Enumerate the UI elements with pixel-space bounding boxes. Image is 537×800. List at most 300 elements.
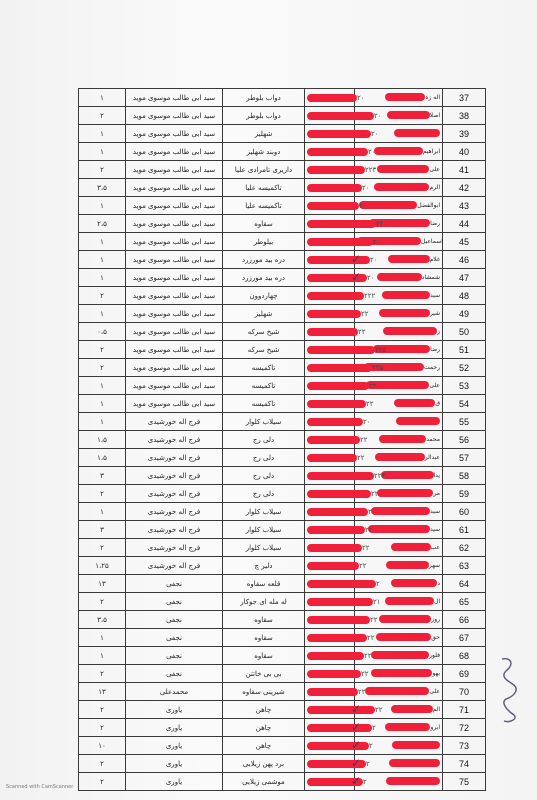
name-cell [351,701,443,719]
amount-cell: ۳ [79,521,126,539]
responsible-cell: یاوری [126,737,223,755]
amount-cell: ۱ [79,503,126,521]
redaction-bar [307,166,365,174]
table-row [79,755,486,773]
bracket-mark-icon [494,655,524,725]
name-cell [351,737,443,755]
responsible-cell: سید ابی طالب موسوی موید [126,161,223,179]
table-row [79,215,486,233]
redaction-bar [307,472,374,480]
village-cell: دره بید مورزرد [223,251,305,269]
row-number-cell: 64 [443,575,486,593]
code-cell [305,773,367,791]
responsible-cell: سید ابی طالب موسوی موید [126,89,223,107]
code-cell [305,485,379,503]
redaction-bar [387,111,430,119]
amount-cell: ۱ [79,143,126,161]
village-cell: سقاوه [223,611,305,629]
row-number-cell: 57 [443,449,486,467]
village-cell: تاکمیسه [223,395,305,413]
responsible-cell: یاوری [126,701,223,719]
code-cell [305,287,376,305]
amount-cell: ۳،۵ [79,611,126,629]
redaction-bar [307,580,376,588]
redaction-bar [307,400,366,408]
redaction-bar [359,201,417,209]
name-text: الرم [429,184,440,191]
code-cell [305,683,366,701]
table-row [79,413,486,431]
name-cell [355,323,443,341]
name-text: عبدالر [424,454,440,461]
redaction-bar [371,651,429,659]
table-row [79,449,486,467]
code-cell [305,593,381,611]
code-cell [305,107,382,125]
footer-watermark: Scanned with CamScanner [6,784,74,790]
redaction-bar [375,453,425,461]
row-number-cell: 43 [443,197,486,215]
table-row [79,773,486,791]
code-text: ۲۰ [371,129,379,138]
name-text: رضا [430,220,440,227]
code-text: ۲۱ [373,597,381,606]
name-cell [351,755,443,773]
table-row [79,539,486,557]
code-text: ۲۲۵ [372,363,384,372]
redaction-bar [307,94,357,102]
table-row [79,287,486,305]
code-text: ۲۰ [368,507,376,516]
row-number-cell: 40 [443,143,486,161]
responsible-cell: یاوری [126,719,223,737]
table-row [79,269,486,287]
table-row [79,197,486,215]
redaction-bar [307,454,357,462]
redaction-bar [307,490,371,498]
code-cell [305,395,374,413]
table-body [79,89,486,791]
code-cell [305,161,377,179]
amount-cell: ۰،۵ [79,323,126,341]
name-text: حق [431,634,440,641]
amount-cell: ۱ [79,251,126,269]
village-cell: دلی رج [223,485,305,503]
redaction-bar [307,220,376,228]
name-text: علی [429,382,440,389]
responsible-cell: یاوری [126,755,223,773]
code-text: ۲۲ [364,651,372,660]
village-cell: سیلاب کلوار [223,503,305,521]
redaction-bar [382,291,430,299]
redaction-bar [374,147,423,155]
redaction-bar [307,346,375,354]
responsible-cell: نجفی [126,665,223,683]
code-cell [305,647,372,665]
name-text: سید [430,526,440,533]
code-text: ۲۲۲ [364,291,376,300]
redaction-bar [386,561,429,569]
row-number-cell: 71 [443,701,486,719]
code-text: ۲۰ [362,183,370,192]
name-text: اصلا [429,112,440,119]
responsible-cell: نجفی [126,611,223,629]
amount-cell: ۲ [79,359,126,377]
responsible-cell: فرج اله خورشیدی [126,449,223,467]
row-number-cell: 69 [443,665,486,683]
responsible-cell: سید ابی طالب موسوی موید [126,143,223,161]
redaction-bar [307,652,364,660]
code-cell [305,233,381,251]
name-cell [355,449,443,467]
table-row [79,683,486,701]
responsible-cell: فرج اله خورشیدی [126,485,223,503]
table-row [79,665,486,683]
name-text: اله زه [425,94,440,101]
amount-cell: ۲ [79,719,126,737]
redaction-bar [307,634,367,642]
village-cell: داریری تامرادی علیا [223,161,305,179]
code-text: ۲۲ [365,525,373,534]
code-cell [305,341,387,359]
responsible-cell: نجفی [126,593,223,611]
amount-cell: ۱ [79,269,126,287]
code-cell [305,251,378,269]
redaction-bar [396,417,440,425]
amount-cell: ۱ [79,395,126,413]
code-cell [305,305,369,323]
code-cell [305,629,375,647]
table-row [79,593,486,611]
amount-cell: ۲ [79,341,126,359]
redaction-bar [383,327,437,335]
name-cell [351,773,443,791]
village-cell: سقاوه [223,647,305,665]
amount-cell: ۲ [79,107,126,125]
row-number-cell: 44 [443,215,486,233]
amount-cell: ۲ [79,593,126,611]
row-number-cell: 60 [443,503,486,521]
row-number-cell: 56 [443,431,486,449]
amount-cell: ۲ [79,755,126,773]
responsible-cell: یاوری [126,773,223,791]
village-cell: دلیر چ [223,557,305,575]
amount-cell: ۲ [79,701,126,719]
amount-cell: ۲ [79,287,126,305]
redaction-bar [385,723,430,731]
redaction-bar [307,670,361,678]
redaction-bar [379,309,430,317]
row-number-cell: 68 [443,647,486,665]
code-cell [305,503,376,521]
table-row [79,647,486,665]
name-text: بهو [432,670,440,677]
amount-cell: ۲ [79,665,126,683]
code-text: ۲۲۵ [375,345,387,354]
responsible-cell: فرج اله خورشیدی [126,503,223,521]
redaction-bar [307,382,369,390]
village-cell: چهاردوون [223,287,305,305]
redaction-bar [386,777,440,785]
redaction-bar [307,616,370,624]
code-text: ۲۰ [368,147,376,156]
row-number-cell: 72 [443,719,486,737]
row-number-cell: 75 [443,773,486,791]
code-text: ۲۲ [360,435,368,444]
village-cell: سقاوه [223,629,305,647]
amount-cell: ۱ [79,305,126,323]
redaction-bar [307,202,359,210]
name-text: مر [433,490,440,497]
amount-cell: ۱ [79,89,126,107]
row-number-cell: 63 [443,557,486,575]
village-cell: سیلاب کلوار [223,521,305,539]
responsible-cell: سید ابی طالب موسوی موید [126,287,223,305]
redaction-bar [307,544,362,552]
code-text: ۲۰ [357,93,365,102]
name-text: سید [430,292,440,299]
table-row [79,323,486,341]
code-text: ۲۲۰ [376,219,388,228]
check-mark-icon: ✓ [351,774,362,788]
code-cell [305,467,386,485]
row-number-cell: 37 [443,89,486,107]
row-number-cell: 59 [443,485,486,503]
name-text: ق [435,400,440,407]
name-cell [355,197,443,215]
code-text: ۲۰ [367,273,375,282]
responsible-cell: سید ابی طالب موسوی موید [126,395,223,413]
responsible-cell: فرج اله خورشیدی [126,431,223,449]
redaction-bar [389,759,440,767]
code-cell [305,737,373,755]
redaction-bar [307,310,361,318]
redaction-bar [307,598,373,606]
name-text: سهر [428,562,440,569]
name-text: عب [430,544,440,551]
amount-cell: ۱ [79,377,126,395]
redaction-bar [368,525,430,533]
code-text: ۲۲ [371,489,379,498]
table-row [79,179,486,197]
village-cell: دلی رج [223,467,305,485]
code-text: ۲۲۳ [365,165,377,174]
village-cell: دواب بلوطر [223,89,305,107]
name-cell [355,557,443,575]
table-row [79,485,486,503]
row-number-cell: 38 [443,107,486,125]
table-row [79,629,486,647]
name-text: اسماعیل [421,238,443,245]
code-text: ۲۰ [374,111,382,120]
name-text: محمد [426,436,440,443]
village-cell: تاکمیسه [223,359,305,377]
amount-cell: ۱ [79,413,126,431]
check-mark-icon: ✓ [351,270,362,284]
name-cell [351,251,443,269]
check-mark-icon: ✓ [351,738,362,752]
name-text: فلور [429,652,440,659]
code-text: ۲۰ [370,255,378,264]
redaction-bar [391,543,431,551]
responsible-cell: محمدعلی [126,683,223,701]
row-number-cell: 55 [443,413,486,431]
name-text: شیر [429,310,440,317]
row-number-cell: 39 [443,125,486,143]
row-number-cell: 53 [443,377,486,395]
redaction-bar [379,435,426,443]
code-text: ۲۲ [359,561,367,570]
village-cell: شیخ سرکه [223,341,305,359]
amount-cell: ۱ [79,125,126,143]
responsible-cell: سید ابی طالب موسوی موید [126,359,223,377]
village-cell: سیلاب کلوار [223,539,305,557]
responsible-cell: سید ابی طالب موسوی موید [126,305,223,323]
code-text: ۲ [372,723,376,732]
responsible-cell: نجفی [126,647,223,665]
table-row [79,503,486,521]
code-cell [305,665,369,683]
village-cell: شیخ سرکه [223,323,305,341]
code-text: ۲۲ [375,705,383,714]
check-mark-icon: ✓ [351,702,362,716]
amount-cell: ۲ [79,485,126,503]
name-text: ال [433,598,440,605]
responsible-cell: سید ابی طالب موسوی موید [126,179,223,197]
row-number-cell: 54 [443,395,486,413]
code-cell [305,701,383,719]
responsible-cell: سید ابی طالب موسوی موید [126,215,223,233]
village-cell: قلعه سقاوه [223,575,305,593]
amount-cell: ۱۳ [79,575,126,593]
table-row [79,737,486,755]
table-row [79,701,486,719]
code-text: ۲ [369,741,373,750]
records-table [78,88,486,791]
village-cell: دلی رج [223,449,305,467]
amount-cell: ۲ [79,161,126,179]
redaction-bar [392,741,440,749]
amount-cell: ۲،۵ [79,215,126,233]
code-cell [305,197,367,215]
code-text: ۲۰ [359,201,367,210]
responsible-cell: سید ابی طالب موسوی موید [126,197,223,215]
code-cell [305,611,378,629]
redaction-bar [379,615,431,623]
row-number-cell: 47 [443,269,486,287]
row-number-cell: 48 [443,287,486,305]
code-text: ۲ [366,759,370,768]
village-cell: چاهن [223,737,305,755]
responsible-cell: فرج اله خورشیدی [126,467,223,485]
name-cell [355,89,443,107]
redaction-bar [391,705,433,713]
redaction-bar [307,238,373,246]
code-text: ۲۲ [367,633,375,642]
redaction-bar [391,579,437,587]
redaction-bar [307,328,358,336]
table-row [79,107,486,125]
code-text: ۲۲ [369,381,377,390]
village-cell: له مله ای جوکار [223,593,305,611]
name-text: روز [431,616,440,623]
redaction-bar [385,93,425,101]
village-cell: تاکمیسه علیا [223,197,305,215]
responsible-cell: فرج اله خورشیدی [126,557,223,575]
code-cell [305,557,367,575]
name-cell [351,719,443,737]
code-text: ۲۲ [357,453,365,462]
check-mark-icon: ✓ [351,720,362,734]
code-text: ۲۰ [373,237,381,246]
village-cell: شهلیز [223,305,305,323]
code-text: ۲۲ [366,399,374,408]
responsible-cell: سید ابی طالب موسوی موید [126,341,223,359]
name-cell [351,269,443,287]
village-cell: چاهن [223,701,305,719]
amount-cell: ۱۳ [79,683,126,701]
redaction-bar [307,508,368,516]
code-cell [305,323,366,341]
name-text: شمشاد [421,274,440,281]
code-cell [305,125,379,143]
name-text: علی [429,166,440,173]
amount-cell: ۳ [79,467,126,485]
responsible-cell: سید ابی طالب موسوی موید [126,323,223,341]
amount-cell: ۱ [79,647,126,665]
name-text: ابراهیم [422,148,440,155]
code-cell [305,377,377,395]
table-row [79,359,486,377]
village-cell: دلی رج [223,431,305,449]
redaction-bar [307,562,359,570]
redaction-bar [394,399,435,407]
name-cell [355,683,443,701]
table-row [79,395,486,413]
row-number-cell: 58 [443,467,486,485]
table-row [79,431,486,449]
village-cell: دوبند شهلیز [223,143,305,161]
redaction-bar [374,183,429,191]
name-text: علی [429,688,440,695]
row-number-cell: 50 [443,323,486,341]
amount-cell: ۲ [79,539,126,557]
amount-cell: ۱۰ [79,737,126,755]
code-cell [305,143,376,161]
redaction-bar [377,489,433,497]
check-mark-icon: ✓ [351,252,362,266]
responsible-cell: سید ابی طالب موسوی موید [126,107,223,125]
amount-cell: ۱،۵ [79,431,126,449]
redaction-bar [371,507,430,515]
row-number-cell: 70 [443,683,486,701]
code-cell [305,755,370,773]
name-text: غلام [429,256,440,263]
redaction-bar [388,255,430,263]
table-row [79,233,486,251]
village-cell: تاکمیسه علیا [223,179,305,197]
redaction-bar [307,526,365,534]
table-row [79,305,486,323]
row-number-cell: 45 [443,233,486,251]
name-text: ابرو [430,724,440,731]
name-text: رحمت [424,364,440,371]
redaction-bar [377,273,422,281]
responsible-cell: سید ابی طالب موسوی موید [126,269,223,287]
village-cell: دواب بلوطر [223,107,305,125]
code-text: ۲۲ [362,543,370,552]
table-row [79,89,486,107]
